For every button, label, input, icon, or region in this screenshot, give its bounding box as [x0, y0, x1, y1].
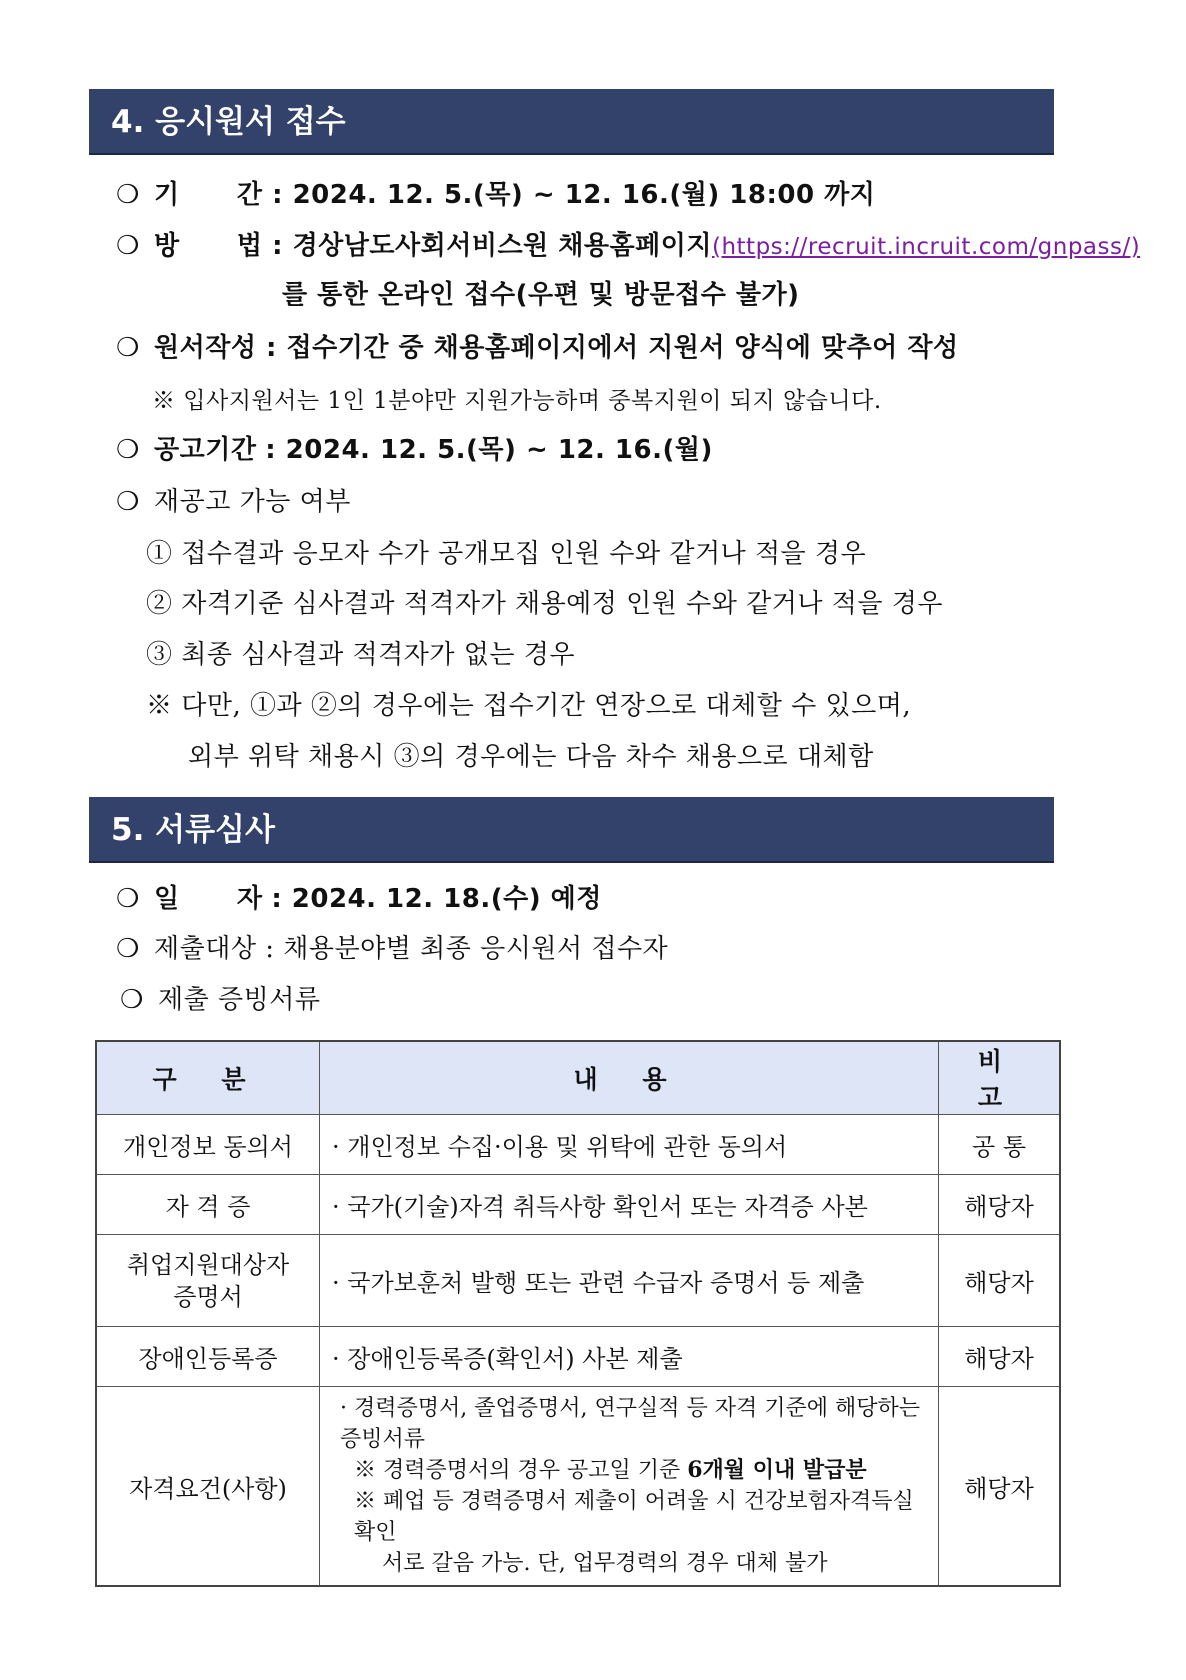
section-5-header: 5. 서류심사	[89, 797, 1054, 863]
bullet-icon: ❍	[116, 884, 140, 914]
period-line	[116, 178, 875, 212]
qual-line-2-text: ※ 경력증명서의 경우 공고일 기준	[354, 1458, 688, 1483]
target-value: : 채용분야별 최종 응시원서 접수자	[265, 934, 669, 964]
bullet-icon: ❍	[116, 231, 140, 261]
method-continuation: 를 통한 온라인 접수(우편 및 방문접수 불가)	[282, 280, 800, 310]
qual-line-3: ※ 폐업 등 경력증명서 제출이 어려울 시 건강보험자격득실확인	[354, 1489, 914, 1545]
bullet-icon: ❍	[116, 333, 140, 363]
table-header-row	[96, 1041, 1060, 1115]
row-content: · 개인정보 수집·이용 및 위탁에 관한 동의서	[320, 1115, 939, 1175]
period-value: 2024. 12. 5.(목) ~ 12. 16.(월) 18:00 까지	[292, 180, 876, 210]
form-label: 원서작성 :	[154, 333, 277, 363]
documents-table	[95, 1040, 1061, 1587]
bullet-icon: ❍	[116, 180, 140, 210]
bullet-icon: ❍	[120, 985, 144, 1015]
row-note: 공 통	[939, 1115, 1061, 1175]
repost-item-1: ① 접수결과 응모자 수가 공개모집 인원 수와 같거나 적을 경우	[146, 539, 867, 569]
row-category: 개인정보 동의서	[96, 1115, 320, 1175]
table-row	[96, 1175, 1060, 1235]
table-row	[96, 1327, 1060, 1387]
notice-value: : 2024. 12. 5.(목) ~ 12. 16.(월)	[265, 435, 713, 465]
bullet-icon: ❍	[116, 934, 140, 964]
method-value: 경상남도사회서비스원 채용홈페이지	[292, 231, 712, 261]
qual-line-2-bold: 6개월 이내 발급분	[687, 1457, 867, 1483]
repost-item-3: ③ 최종 심사결과 적격자가 없는 경우	[146, 640, 575, 670]
date-value: : 2024. 12. 18.(수) 예정	[271, 884, 602, 914]
row-note: 해당자	[939, 1387, 1061, 1587]
row-content: · 국가보훈처 발행 또는 관련 수급자 증명서 등 제출	[320, 1235, 939, 1327]
header-category: 구 분	[96, 1041, 320, 1115]
form-line	[116, 331, 959, 365]
docs-title-line	[120, 983, 320, 1017]
notice-line	[116, 433, 713, 467]
row-content: · 국가(기술)자격 취득사항 확인서 또는 자격증 사본	[320, 1175, 939, 1235]
row-content	[320, 1387, 939, 1587]
row-note: 해당자	[939, 1327, 1061, 1387]
repost-note-1: ※ 다만, ①과 ②의 경우에는 접수기간 연장으로 대체할 수 있으며,	[146, 691, 912, 721]
qual-line-2	[340, 1455, 926, 1486]
repost-note-2: 외부 위탁 채용시 ③의 경우에는 다음 차수 채용으로 대체함	[188, 742, 874, 772]
row-category: 취업지원대상자 증명서	[96, 1235, 320, 1327]
table-row	[96, 1115, 1060, 1175]
table-row	[96, 1387, 1060, 1587]
date-line	[116, 882, 602, 916]
date-label: 일 자	[154, 884, 263, 914]
method-label: 방 법 :	[154, 231, 283, 261]
row-content: · 장애인등록증(확인서) 사본 제출	[320, 1327, 939, 1387]
docs-title: 제출 증빙서류	[158, 985, 321, 1015]
row-category: 자 격 증	[96, 1175, 320, 1235]
row-note: 해당자	[939, 1175, 1061, 1235]
bullet-icon: ❍	[116, 487, 140, 517]
recruit-link[interactable]: (https://recruit.incruit.com/gnpass/)	[711, 234, 1141, 260]
form-note: ※ 입사지원서는 1인 1분야만 지원가능하며 중복지원이 되지 않습니다.	[152, 388, 882, 414]
target-line	[116, 932, 668, 966]
header-content: 내 용	[320, 1041, 939, 1115]
row-note: 해당자	[939, 1235, 1061, 1327]
repost-title-line	[116, 485, 351, 519]
qual-line-4: 서로 갈음 가능. 단, 업무경력의 경우 대체 불가	[382, 1551, 828, 1576]
section-4-header: 4. 응시원서 접수	[89, 89, 1054, 155]
repost-item-2: ② 자격기준 심사결과 적격자가 채용예정 인원 수와 같거나 적을 경우	[146, 589, 944, 619]
notice-label: 공고기간	[154, 435, 257, 465]
method-line	[116, 229, 1140, 264]
header-note: 비 고	[939, 1041, 1061, 1115]
qual-line-1: · 경력증명서, 졸업증명서, 연구실적 등 자격 기준에 해당하는 증빙서류	[340, 1396, 920, 1452]
period-label: 기 간 :	[154, 180, 283, 210]
repost-title: 재공고 가능 여부	[154, 487, 351, 517]
row-category: 장애인등록증	[96, 1327, 320, 1387]
table-row	[96, 1235, 1060, 1327]
target-label: 제출대상	[154, 934, 257, 964]
row-category: 자격요건(사항)	[96, 1387, 320, 1587]
bullet-icon: ❍	[116, 435, 140, 465]
form-value: 접수기간 중 채용홈페이지에서 지원서 양식에 맞추어 작성	[286, 333, 959, 363]
